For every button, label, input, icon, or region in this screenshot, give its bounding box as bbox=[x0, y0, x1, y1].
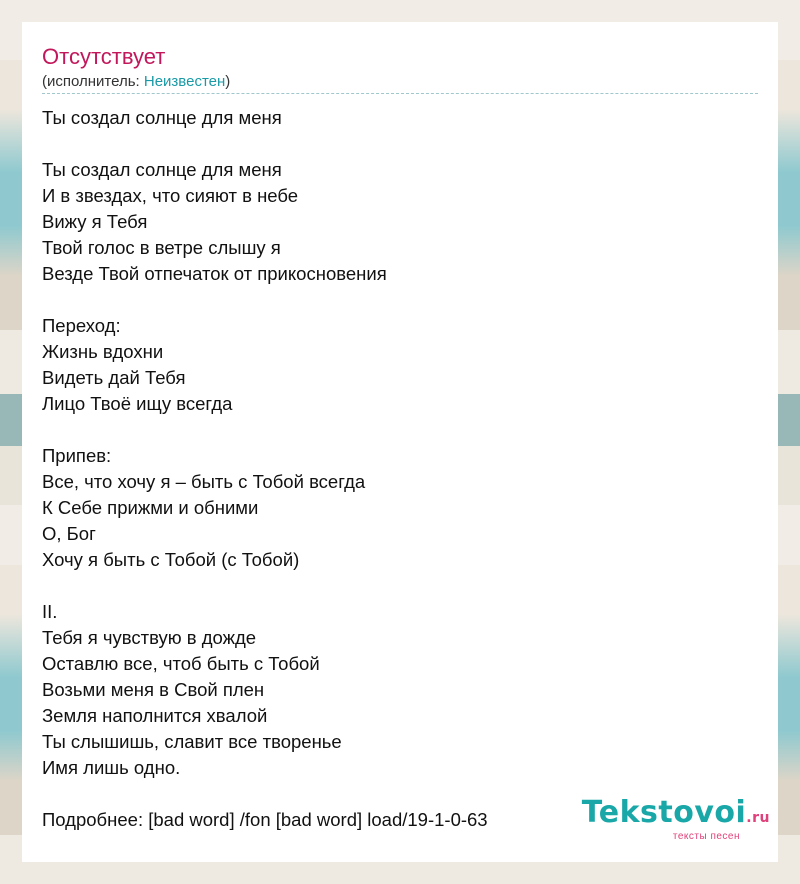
lyrics-line: О, Бог bbox=[42, 523, 96, 544]
lyrics-line: Вижу я Тебя bbox=[42, 211, 148, 232]
lyrics-line: Ты слышишь, славит все творенье bbox=[42, 731, 342, 752]
lyrics-line: II. bbox=[42, 601, 58, 622]
artist-line bbox=[42, 73, 230, 91]
lyrics-blank-line bbox=[42, 131, 758, 157]
lyrics-line: Ты создал солнце для меня bbox=[42, 159, 282, 180]
lyrics-line: Имя лишь одно. bbox=[42, 757, 181, 778]
lyrics-blank-line bbox=[42, 287, 758, 313]
lyrics-text bbox=[42, 105, 758, 833]
lyrics-line: Жизнь вдохни bbox=[42, 341, 164, 362]
lyrics-line: Переход: bbox=[42, 315, 121, 336]
lyrics-line: Видеть дай Тебя bbox=[42, 367, 186, 388]
lyrics-line: Ты создал солнце для меня bbox=[42, 107, 282, 128]
artist-prefix: (исполнитель: bbox=[42, 73, 144, 90]
lyrics-line: Везде Твой отпечаток от прикосновения bbox=[42, 263, 387, 284]
lyrics-line: Твой голос в ветре слышу я bbox=[42, 237, 281, 258]
song-title: Отсутствует bbox=[42, 44, 166, 69]
logo-wordmark bbox=[581, 795, 770, 833]
lyrics-line: Оставлю все, чтоб быть с Тобой bbox=[42, 653, 320, 674]
artist-link[interactable]: Неизвестен bbox=[143, 73, 226, 90]
lyrics-line: Земля наполнится хвалой bbox=[42, 705, 268, 726]
site-logo[interactable] bbox=[581, 795, 770, 842]
lyrics-line: Тебя я чувствую в дожде bbox=[42, 627, 257, 648]
lyrics-blank-line bbox=[42, 573, 758, 599]
lyrics-line: Все, что хочу я – быть с Тобой всегда bbox=[42, 471, 366, 492]
logo-tld: .ru bbox=[746, 810, 770, 826]
lyrics-line: Подробнее: [bad word] /fon [bad word] load/19-1-0-63 bbox=[42, 809, 488, 830]
artist-suffix: ) bbox=[225, 73, 231, 90]
title-divider bbox=[42, 93, 758, 94]
lyrics-blank-line bbox=[42, 417, 758, 443]
logo-main-text: Tekstovoi bbox=[581, 795, 747, 830]
lyrics-line: Припев: bbox=[42, 445, 112, 466]
lyrics-line: Хочу я быть с Тобой (с Тобой) bbox=[42, 549, 300, 570]
lyrics-card bbox=[22, 22, 778, 862]
lyrics-line: Лицо Твоё ищу всегда bbox=[42, 393, 233, 414]
lyrics-line: Возьми меня в Свой плен bbox=[42, 679, 265, 700]
lyrics-line: И в звездах, что сияют в небе bbox=[42, 185, 299, 206]
lyrics-line: К Себе прижми и обними bbox=[42, 497, 259, 518]
logo-tagline: тексты песен bbox=[672, 831, 740, 842]
